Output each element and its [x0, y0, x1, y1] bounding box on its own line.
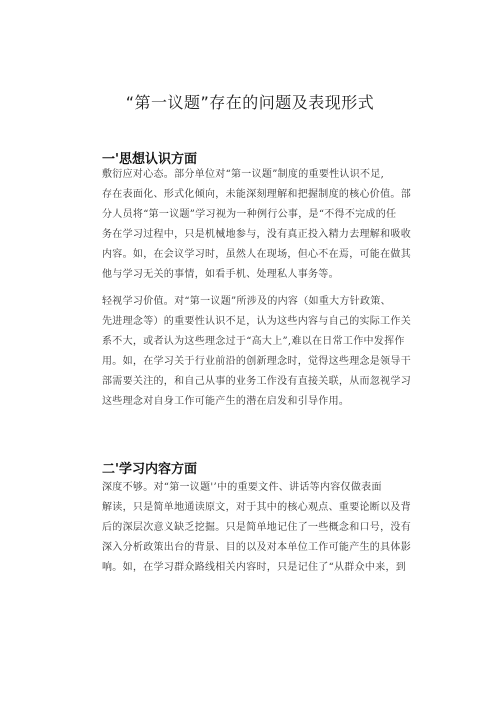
page-title: “第一议题”存在的问题及表现形式: [125, 93, 375, 112]
paragraph-line: 解读，只是简单地通读原文，对于其中的核心观点、重要论断以及背: [102, 502, 411, 513]
paragraph-line: 先进理念等）的重要性认识不足，认为这些内容与自己的实际工作关: [102, 316, 411, 327]
paragraph-line: 这些理念对自身工作可能产生的潜在启发和引导作用。: [102, 396, 350, 407]
paragraph-line: 轻视学习价值。对“第一议题”所涉及的内容（如重大方针政策、: [102, 296, 391, 307]
paragraph-line: 深度不够。对“第一议题'’中的重要文件、讲话等内容仅做表面: [102, 482, 382, 493]
paragraph-line: 存在表面化、形式化倾向，未能深刻理解和把握制度的核心价值。部: [102, 189, 411, 200]
paragraph-line: 内容。如，在会议学习时，虽然人在现场，但心不在焉，可能在做其: [102, 249, 411, 260]
paragraph-line: 响。如，在学习群众路线相关内容时，只是记住了“从群众中来，到: [102, 562, 407, 573]
paragraph-1: [102, 165, 411, 285]
paragraph-3: [102, 478, 411, 578]
paragraph-line: 深入分析政策出台的背景、目的以及对本单位工作可能产生的具体影: [102, 542, 411, 553]
paragraph-line: 系不大，或者认为这些理念过于“高大上”,难以在日常工作中发挥作: [102, 336, 405, 347]
paragraph-line: 敷衍应对心态。部分单位对“第一议题”制度的重要性认识不足,: [102, 169, 385, 180]
section-heading-2: 二'学习内容方面: [102, 462, 197, 477]
paragraph-2: [102, 292, 411, 412]
section-heading-1: 一'思想认识方面: [102, 152, 197, 167]
paragraph-line: 他与学习无关的事情，如看手机、处理私人事务等。: [102, 269, 339, 280]
paragraph-line: 分人员将“第一议题”学习视为一种例行公事，是“不得不完成的任: [102, 209, 397, 220]
paragraph-line: 后的深层次意义缺乏挖掘。只是简单地记住了一些概念和口号，没有: [102, 522, 411, 533]
paragraph-line: 用。如，在学习关于行业前沿的创新理念时，觉得这些理念是领导干: [102, 356, 411, 367]
paragraph-line: 务在学习过程中，只是机械地参与，没有真正投入精力去理解和吸收: [102, 229, 411, 240]
paragraph-line: 部需要关注的，和自己从事的业务工作没有直接关联，从而忽视学习: [102, 376, 411, 387]
